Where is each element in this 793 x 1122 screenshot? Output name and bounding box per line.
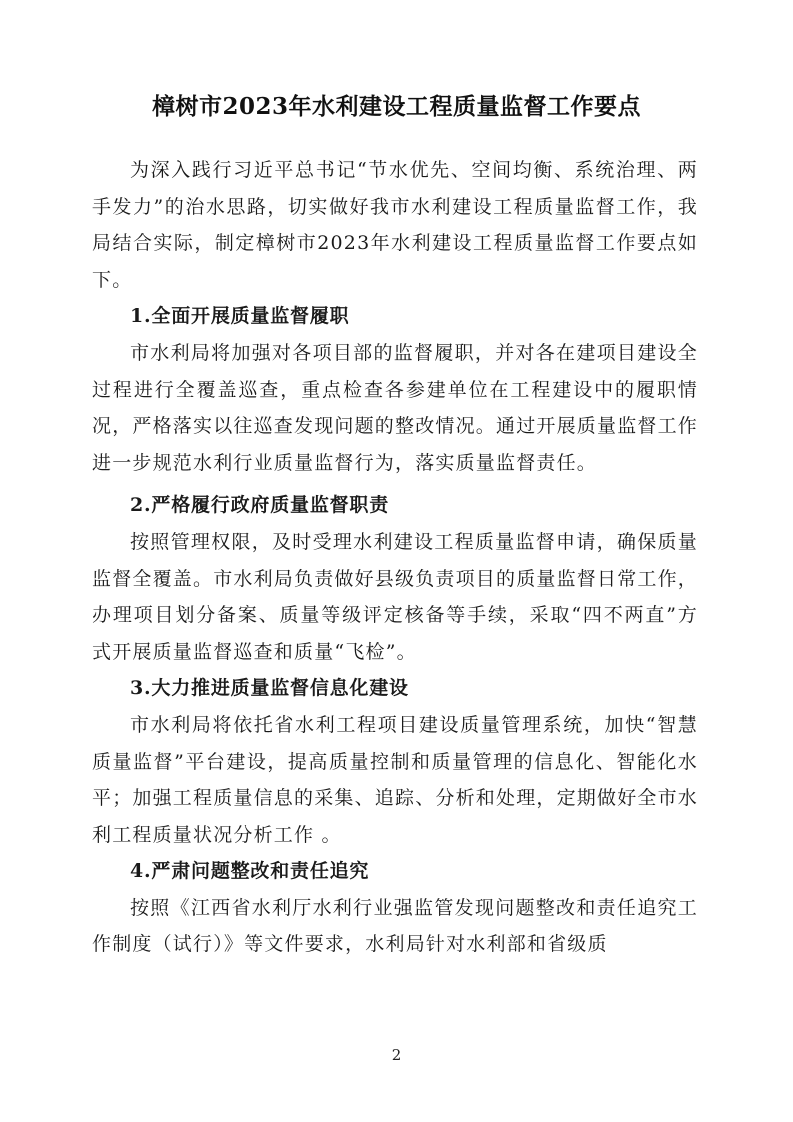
section-heading-1: 1.全面开展质量监督履职	[130, 305, 350, 328]
section-heading-4: 4.严肃问题整改和责任追究	[130, 860, 370, 883]
section-body-1: 市水利局将加强对各项目部的监督履职，并对各在建项目建设全过程进行全覆盖巡查，重点检查各参建单位在工程建设中的履职情况，严格落实以往巡查发现问题的整改情况。通过开展质量监督工作进一步规范水利行业质量监督行为，落实质量监督责任。	[92, 341, 699, 474]
section-body-2: 按照管理权限，及时受理水利建设工程质量监督申请，确保质量监督全覆盖。市水利局负责做好县级负责项目的质量监督日常工作，办理项目划分备案、质量等级评定核备等手续，采取“四不两直”方式开展质量监督巡查和质量“飞检”。	[92, 530, 699, 663]
section-heading-3: 3.大力推进质量监督信息化建设	[130, 677, 409, 700]
intro-paragraph: 为深入践行习近平总书记“节水优先、空间均衡、系统治理、两手发力”的治水思路，切实做好我市水利建设工程质量监督工作，我局结合实际，制定樟树市2023年水利建设工程质量监督工作要点如下。	[92, 159, 698, 291]
document-body	[92, 152, 698, 963]
section-body-3: 市水利局将依托省水利工程项目建设质量管理系统，加快“智慧质量监督”平台建设，提高质量控制和质量管理的信息化、智能化水平；加强工程质量信息的采集、追踪、分析和处理，定期做好全市水利工程质量状况分析工作 。	[92, 713, 699, 846]
section-heading-2: 2.严格履行政府质量监督职责	[130, 494, 390, 517]
page-number: 2	[391, 1046, 402, 1064]
section-body-4: 按照《江西省水利厅水利行业强监管发现问题整改和责任追究工作制度（试行）》等文件要求，水利局针对水利部和省级质	[92, 896, 698, 956]
document-title: 樟树市2023年水利建设工程质量监督工作要点	[151, 93, 641, 120]
